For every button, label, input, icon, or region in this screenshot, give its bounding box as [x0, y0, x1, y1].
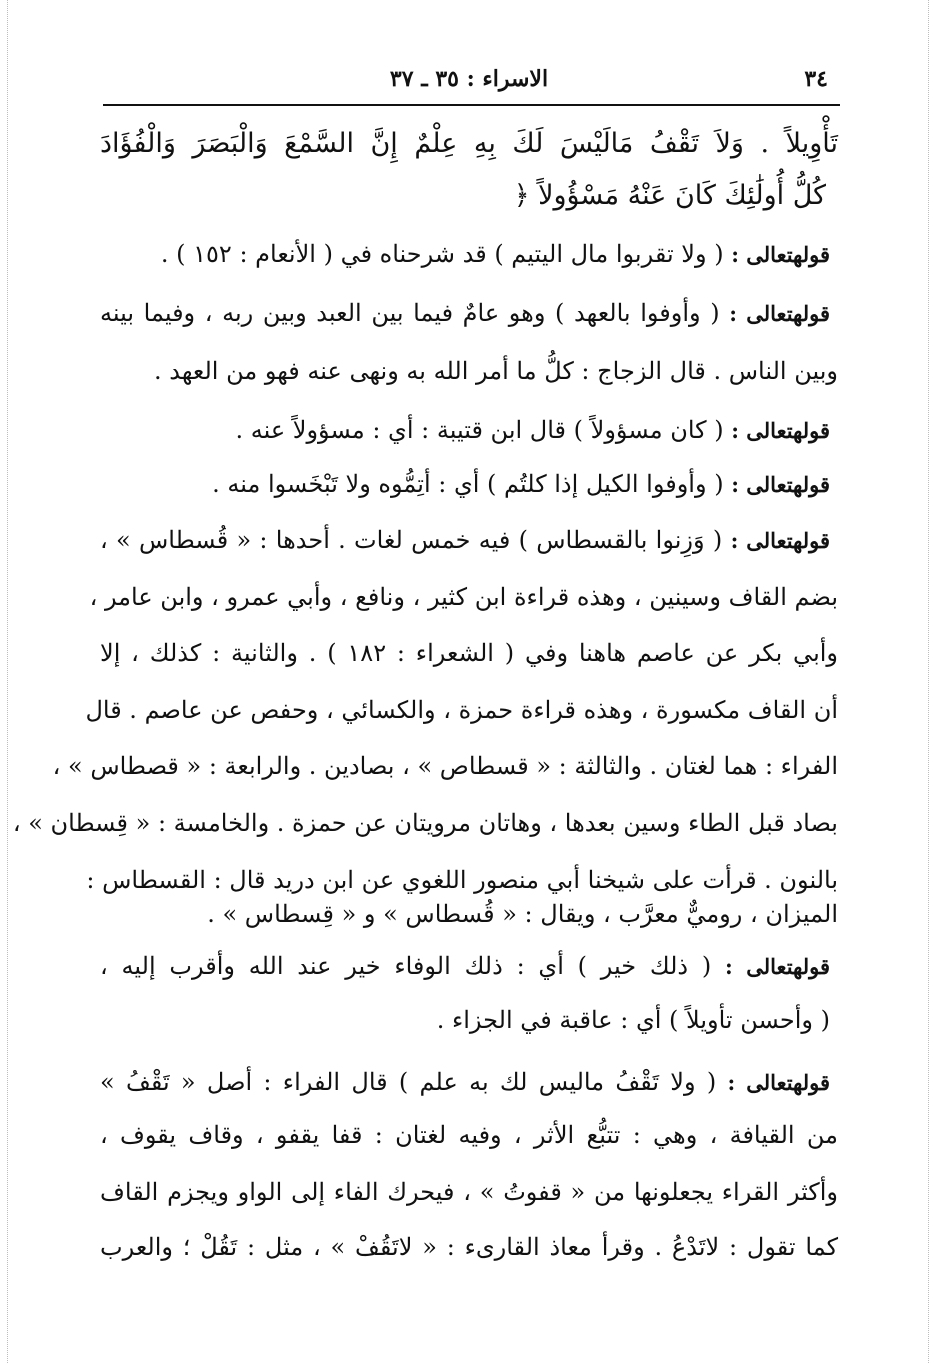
commentary-line — [100, 946, 830, 987]
commentary-line: وأبي بكر عن عاصم هاهنا وفي ( الشعراء : ١٨٢ ) . والثانية : كذلك ، إلا — [100, 639, 839, 667]
header-rule — [103, 104, 840, 106]
verse-reference-label: قولهتعالى : — [731, 418, 830, 443]
commentary-line — [100, 520, 830, 561]
commentary-line — [100, 1062, 830, 1103]
commentary-line — [100, 464, 830, 505]
verse-reference-label: قولهتعالى : — [731, 242, 830, 267]
commentary-line: بصاد قبل الطاء وسين بعدها ، وهاتان مرويتان عن حمزة . والخامسة : « قِسطان » ، — [12, 809, 838, 837]
commentary-text: ( وأوفوا الكيل إذا كلتُم ) أي : أتِمُّوه ولا تَبْخَسوا منه . — [212, 470, 724, 498]
verse-line: تَأْوِيلاً . وَلاَ تَقْفُ مَالَيْسَ لَكَ بِهِ عِلْمٌ إِنَّ السَّمْعَ وَالْبَصَرَ وَالْفُؤَادَ — [100, 128, 838, 159]
verse-reference-label: قولهتعالى : — [725, 954, 830, 979]
verse-reference-label: قولهتعالى : — [729, 301, 830, 326]
commentary-line — [100, 410, 830, 451]
verse-reference-label: قولهتعالى : — [730, 528, 831, 553]
verse-reference-label: قولهتعالى : — [727, 1070, 831, 1095]
verse-line: كُلُّ أُولَٰئِكَ كَانَ عَنْهُ مَسْؤُولاً ﴿ — [513, 180, 826, 211]
running-title: الاسراء : ٣٥ ـ ٣٧ — [389, 66, 549, 92]
commentary-line — [100, 234, 830, 275]
commentary-line: وبين الناس . قال الزجاج : كلُّ ما أمر الله به ونهى عنه فهو من العهد . — [153, 357, 838, 385]
commentary-line: بالنون . قرأت على شيخنا أبي منصور اللغوي عن ابن دريد قال : القسطاس : — [86, 866, 838, 894]
commentary-text: ( وَزِنوا بالقسطاس ) فيه خمس لغات . أحدها : « قُسطاس » ، — [100, 526, 723, 554]
commentary-text: ( وأوفوا بالعهد ) وهو عامٌ فيما بين العبد وبين ربه ، وفيما بينه — [100, 299, 720, 327]
commentary-line: الميزان ، روميٌّ معرَّب ، ويقال : « قُسطاس » و « قِسطاس » . — [207, 900, 838, 928]
commentary-text: ( ذلك خير ) أي : ذلك الوفاء خير عند الله وأقرب إليه ، — [100, 952, 712, 980]
commentary-line: الفراء : هما لغتان . والثالثة : « قسطاص » ، بصادين . والرابعة : « قصطاس » ، — [52, 752, 838, 780]
commentary-line: كما تقول : لاتَدْعُ . وقرأ معاذ القارىء : « لاتَقُفْ » ، مثل : تَقُلْ ؛ والعرب — [100, 1233, 838, 1261]
commentary-line — [100, 293, 830, 334]
page-number: ٣٤ — [804, 66, 828, 92]
commentary-line: أن القاف مكسورة ، وهذه قراءة حمزة ، والكسائي ، وحفص عن عاصم . قال — [85, 696, 838, 724]
page-header — [100, 66, 838, 102]
commentary-text: ( كان مسؤولاً ) قال ابن قتيبة : أي : مسؤولاً عنه . — [235, 416, 724, 444]
left-dotted-border — [7, 0, 8, 1363]
commentary-line: وأكثر القراء يجعلونها من « قفوتُ » ، فيحرك الفاء إلى الواو ويجزم القاف — [100, 1178, 838, 1206]
commentary-line: ( وأحسن تأويلاً ) أي : عاقبة في الجزاء . — [436, 1006, 830, 1034]
commentary-text: ( ولا تقربوا مال اليتيم ) قد شرحناه في ( الأنعام : ١٥٢ ) . — [160, 240, 724, 268]
verse-reference-label: قولهتعالى : — [731, 472, 830, 497]
right-dotted-border — [928, 0, 929, 1363]
commentary-line: بضم القاف وسينين ، وهذه قراءة ابن كثير ، ونافع ، وأبي عمرو ، وابن عامر ، — [89, 583, 838, 611]
commentary-line: من القيافة ، وهي : تتبُّع الأثر ، وفيه لغتان : قفا يقفو ، وقاف يقوف ، — [100, 1121, 838, 1149]
commentary-text: ( ولا تَقْفُ ماليس لك به علم ) قال الفراء : أصل « تَقْفُ » — [100, 1068, 717, 1096]
